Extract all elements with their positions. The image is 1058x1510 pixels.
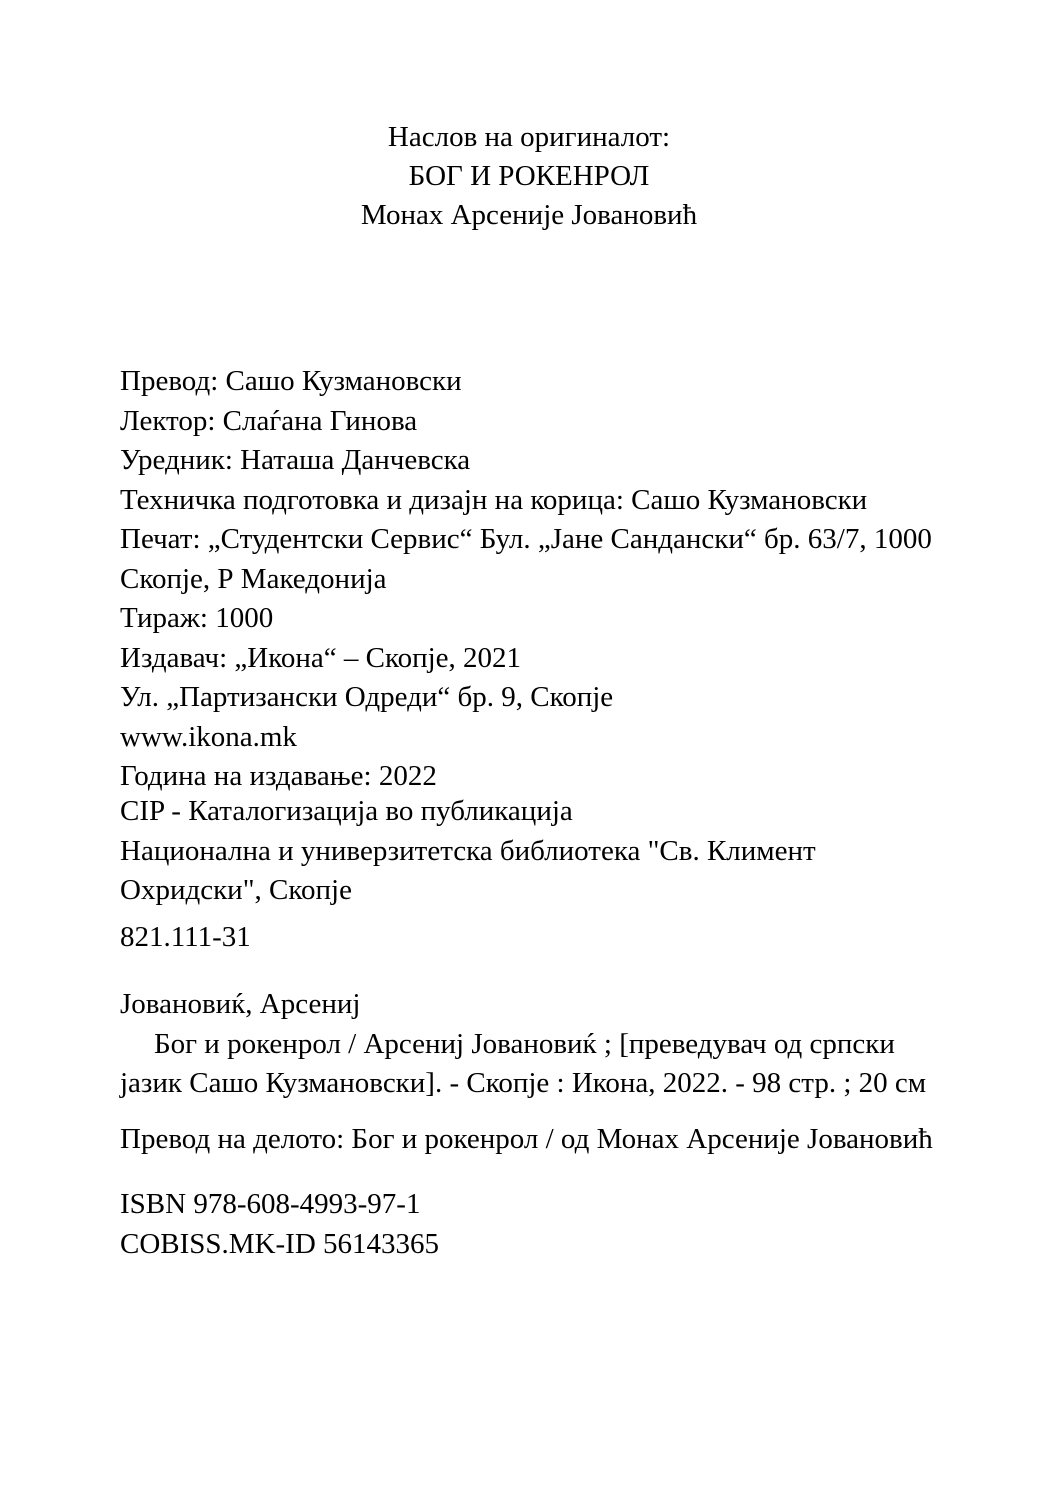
print-run-line: Тираж: 1000 [120, 602, 274, 634]
translator-line: Превод: Сашо Кузмановски [120, 365, 462, 397]
proofreader-line: Лектор: Слаѓана Гинова [120, 404, 418, 437]
identifiers-block [120, 1185, 950, 1264]
cip-library-line-2: Охридски", Скопје [120, 874, 352, 906]
technical-preparation-line: Техничка подготовка и дизајн на корица: Сашо Кузмановски [120, 483, 868, 516]
printer-line-1: Печат: „Студентски Сервис“ Бул. „Јане Сандански“ бр. 63/7, 1000 [120, 523, 932, 555]
printer-line-2: Скопје, Р Македонија [120, 562, 387, 595]
udc-number: 821.111-31 [120, 921, 251, 953]
original-work-block [120, 1120, 950, 1160]
publisher-address-line: Ул. „Партизански Одреди“ бр. 9, Скопје [120, 681, 614, 713]
cip-block [120, 792, 950, 911]
isbn-line: ISBN 978-608-4993-97-1 [120, 1188, 421, 1220]
cip-library-line-1: Национална и универзитетска библиотека "Св. Климент [120, 834, 816, 867]
original-title-label: Наслов на оригиналот: [387, 121, 671, 153]
original-title: БОГ И РОКЕНРОЛ [408, 160, 650, 192]
cip-heading: CIP - Каталогизација во публикација [120, 795, 573, 827]
original-author: Монах Арсеније Јовановић [360, 199, 698, 231]
udc-block [120, 918, 950, 958]
publication-year-line: Година на издавање: 2022 [120, 760, 437, 792]
catalog-entry-author: Јовановиќ, Арсениј [120, 988, 361, 1020]
publisher-line: Издавач: „Икона“ – Скопје, 2021 [120, 641, 522, 674]
catalog-entry-line-1: Бог и рокенрол / Арсениј Јовановиќ ; [преведувач од српски [154, 1027, 895, 1060]
imprint-details [120, 362, 950, 797]
editor-line: Уредник: Наташа Данчевска [120, 444, 471, 476]
catalog-entry-block [120, 985, 950, 1104]
publisher-website: www.ikona.mk [120, 720, 297, 753]
original-work-line: Превод на делото: Бог и рокенрол / од Монах Арсеније Јовановић [120, 1123, 933, 1155]
catalog-entry-line-2: јазик Сашо Кузмановски]. - Скопје : Икона, 2022. - 98 стр. ; 20 см [120, 1067, 927, 1099]
cobiss-line: COBISS.MK-ID 56143365 [120, 1227, 440, 1260]
original-title-block [0, 118, 1058, 235]
